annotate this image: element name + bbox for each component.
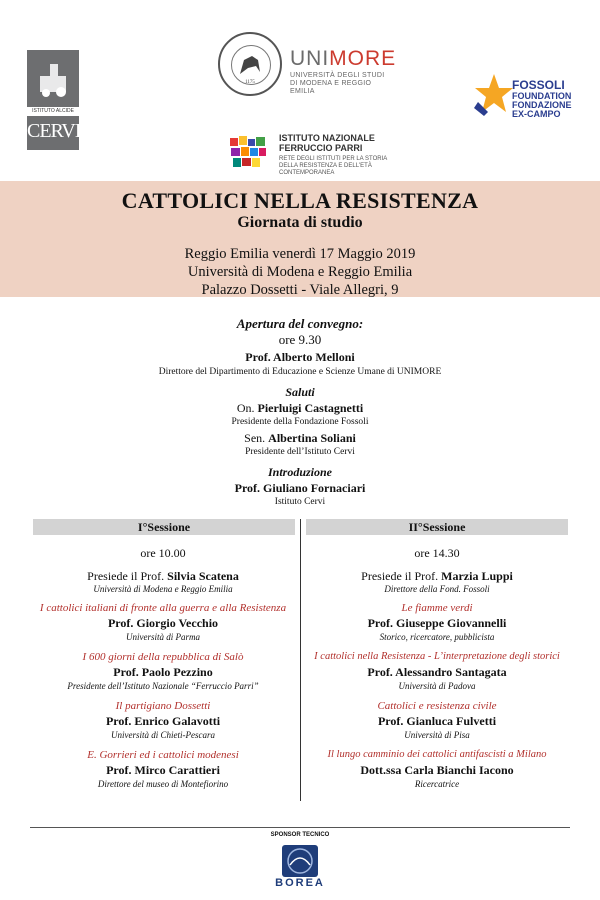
session1-header: I°Sessione (33, 519, 295, 535)
session2-talk-role: Università di Padova (398, 681, 476, 691)
session1-talk-title: I cattolici italiani di fronte alla guerra e alla Resistenza (39, 602, 287, 614)
saluti-speaker-1: On. Pierluigi Castagnetti (236, 401, 364, 415)
fossoli-wordmark: FOSSOLI FOUNDATION FONDAZIONE EX-CAMPO (512, 78, 572, 119)
session1-talk-title: E. Gorrieri ed i cattolici modenesi (87, 749, 239, 761)
cervi-logo (27, 50, 79, 150)
session1-talk-title: I 600 giorni della repubblica di Salò (82, 651, 244, 663)
event-address: Palazzo Dossetti - Viale Allegri, 9 (201, 282, 399, 298)
session1-talk-speaker: Prof. Giorgio Vecchio (107, 616, 219, 630)
session2-talk-title: I cattolici nella Resistenza - L’interpretazione degli storici (314, 651, 560, 662)
horse-emblem-icon (231, 45, 271, 85)
session2-chair-role: Direttore della Fond. Fossoli (384, 584, 490, 594)
parri-subtitle: RETE DEGLI ISTITUTI PER LA STORIA DELLA RESISTENZA E DELL'ETÀ CONTEMPORANEA (279, 156, 387, 176)
unimore-subtitle: UNIVERSITÀ DEGLI STUDI DI MODENA E REGGIO EMILIA (290, 72, 385, 95)
seal-year: 1175 (245, 80, 255, 85)
borea-globe-icon (280, 843, 320, 879)
event-venue: Università di Modena e Reggio Emilia (187, 264, 413, 280)
event-title: CATTOLICI NELLA RESISTENZA (121, 188, 479, 213)
parri-title-1: ISTITUTO NAZIONALE (279, 133, 375, 143)
fossoli-star-icon (474, 72, 514, 116)
session1-talk-title: Il partigiano Dossetti (115, 700, 211, 712)
session2-header: II°Sessione (306, 519, 568, 535)
session2-talk-role: Ricercatrice (414, 779, 460, 789)
cervi-word: CERVI (27, 120, 81, 142)
sponsor-label: SPONSOR TECNICO (270, 832, 330, 838)
saluti-heading: Saluti (285, 385, 315, 399)
event-subtitle: Giornata di studio (237, 214, 363, 231)
session1-talk-role: Direttore del museo di Montefiorino (97, 779, 229, 789)
session1-talk-role: Università di Chieti-Pescara (111, 730, 215, 740)
intro-heading: Introduzione (267, 465, 333, 479)
column-divider (300, 519, 301, 801)
session2-talk-title: Le fiamme verdi (401, 602, 473, 614)
footer-divider (30, 827, 570, 828)
unimore-wordmark: UNIMORE (290, 47, 397, 70)
saluti-role-2: Presidente dell’Istituto Cervi (245, 447, 355, 457)
cervi-band-text: ISTITUTO ALCIDE (27, 107, 79, 116)
session2-talk-speaker: Prof. Gianluca Fulvetti (377, 714, 497, 728)
session1-talk-speaker: Prof. Enrico Galavotti (105, 714, 221, 728)
session1-time: ore 10.00 (140, 546, 186, 560)
session2-talk-role: Università di Pisa (404, 730, 470, 740)
session2-talk-role: Storico, ricercatore, pubblicista (379, 632, 495, 642)
intro-speaker: Prof. Giuliano Fornaciari (234, 481, 366, 495)
session1-talk-role: Università di Parma (126, 632, 200, 642)
session2-chair: Presiede il Prof. Marzia Luppi (361, 569, 513, 583)
session2-talk-speaker: Prof. Giuseppe Giovannelli (367, 616, 507, 630)
session1-talk-role: Presidente dell’Istituto Nazionale “Ferruccio Parri” (67, 681, 259, 691)
session1-chair: Presiede il Prof. Silvia Scatena (87, 569, 239, 583)
session1-chair-role: Università di Modena e Reggio Emilia (93, 584, 233, 594)
session1-talk-speaker: Prof. Mirco Carattieri (106, 763, 220, 777)
session2-talk-title: Il lungo camminio dei cattolici antifascisti a Milano (327, 749, 547, 760)
unimore-seal (218, 32, 282, 96)
opening-time: ore 9.30 (278, 332, 322, 347)
parri-title-2: FERRUCCIO PARRI (279, 143, 363, 153)
session2-talk-title: Cattolici e resistenza civile (377, 700, 497, 712)
session2-talk-speaker: Dott.ssa Carla Bianchi Iacono (360, 763, 514, 777)
opening-role: Direttore del Dipartimento di Educazione e Scienze Umane di UNIMORE (158, 367, 442, 377)
borea-wordmark: BOREA (275, 877, 325, 889)
intro-role: Istituto Cervi (274, 497, 326, 507)
event-date: Reggio Emilia venerdì 17 Maggio 2019 (184, 246, 416, 262)
opening-heading: Apertura del convegno: (236, 316, 364, 331)
session2-time: ore 14.30 (414, 546, 460, 560)
session2-talk-speaker: Prof. Alessandro Santagata (367, 665, 507, 679)
saluti-role-1: Presidente della Fondazione Fossoli (231, 417, 369, 427)
parri-mosaic-icon (228, 134, 268, 172)
session1-talk-speaker: Prof. Paolo Pezzino (113, 665, 213, 679)
opening-speaker: Prof. Alberto Melloni (245, 350, 355, 364)
saluti-speaker-2: Sen. Albertina Soliani (244, 431, 356, 445)
cervi-emblem-icon (36, 60, 70, 98)
